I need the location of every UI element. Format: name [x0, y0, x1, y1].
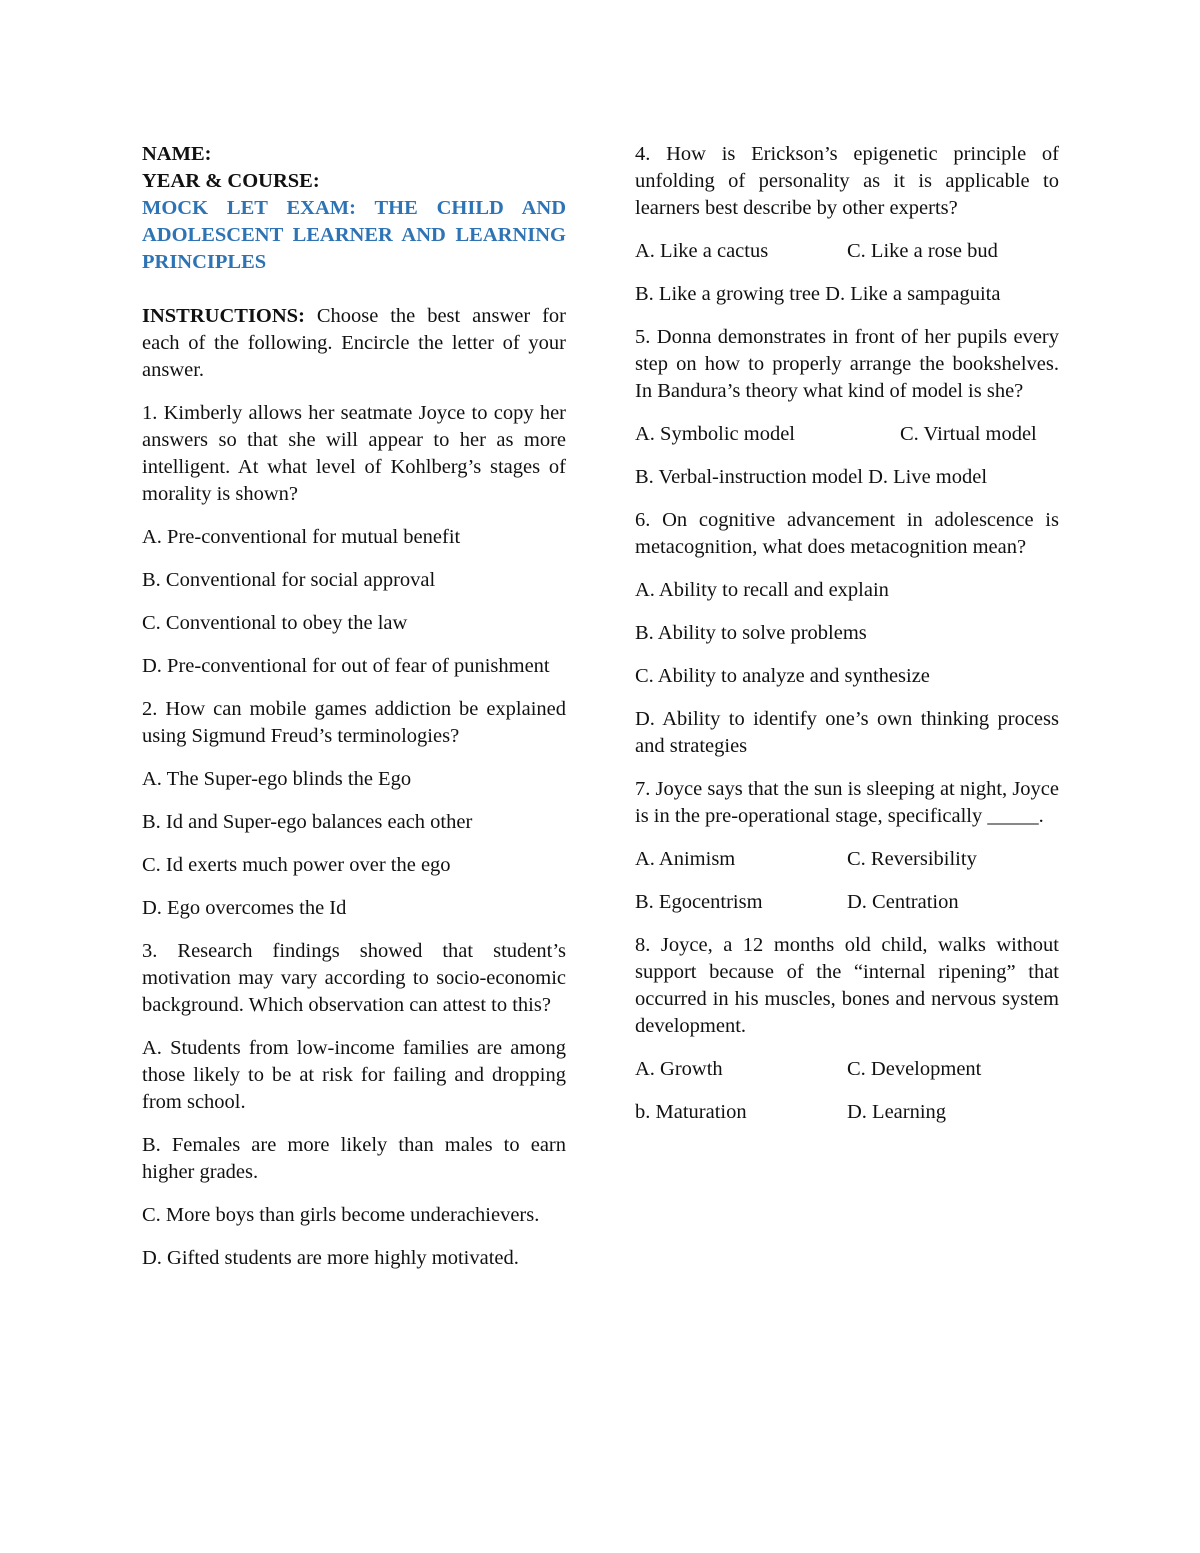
question-text: How can mobile games addiction be explained using Sigmund Freud’s terminologies? [142, 698, 567, 747]
question-text: Joyce says that the sun is sleeping at night, Joyce is in the pre-operational stage, specifically _____. [635, 778, 1060, 827]
options-row-5-1 [635, 421, 1059, 448]
option-8c[interactable]: C. Development [847, 1058, 982, 1080]
option-4a[interactable]: A. Like a cactus [635, 240, 769, 262]
instructions-text: Choose the best answer for each of the following. Encircle the letter of your answer. [142, 305, 566, 381]
instructions [142, 303, 566, 384]
option-6c[interactable]: C. Ability to analyze and synthesize [635, 665, 930, 687]
question-text: Joyce, a 12 months old child, walks without support because of the “internal ripening” that occurred in his muscles, bones and nervous system development. [635, 934, 1060, 1037]
option-2c[interactable]: C. Id exerts much power over the ego [142, 854, 451, 876]
question-6 [635, 507, 1059, 561]
option-2a[interactable]: A. The Super-ego blinds the Ego [142, 768, 412, 790]
options-row-8-2 [635, 1099, 1059, 1126]
question-3 [142, 938, 566, 1019]
option-2b[interactable]: B. Id and Super-ego balances each other [142, 811, 473, 833]
exam-title: MOCK LET EXAM: THE CHILD AND ADOLESCENT LEARNER AND LEARNING PRINCIPLES [142, 197, 566, 273]
question-text: Donna demonstrates in front of her pupils every step on how to properly arrange the bookshelves. In Bandura’s theory what kind of model is she? [635, 326, 1059, 402]
option-8d[interactable]: D. Learning [847, 1101, 947, 1123]
options-row-4-1 [635, 238, 1059, 265]
option-6a[interactable]: A. Ability to recall and explain [635, 579, 889, 601]
option-5d[interactable]: D. Live model [868, 466, 988, 488]
option-7c[interactable]: C. Reversibility [847, 848, 977, 870]
right-column [635, 141, 1059, 1142]
option-1b[interactable]: B. Conventional for social approval [142, 569, 436, 591]
option-4b[interactable]: B. Like a growing tree [635, 283, 821, 305]
question-4 [635, 141, 1059, 222]
question-7 [635, 776, 1059, 830]
question-8 [635, 932, 1059, 1040]
option-2d[interactable]: D. Ego overcomes the Id [142, 897, 347, 919]
option-3a[interactable]: A. Students from low-income families are among those likely to be at risk for failing and dropping from school. [142, 1037, 566, 1113]
options-row-4-2 [635, 281, 1059, 308]
option-5a[interactable]: A. Symbolic model [635, 423, 796, 445]
option-7b[interactable]: B. Egocentrism [635, 891, 763, 913]
question-1 [142, 400, 566, 508]
option-1c[interactable]: C. Conventional to obey the law [142, 612, 408, 634]
question-number: 6. [635, 509, 651, 531]
question-number: 8. [635, 934, 651, 956]
question-number: 5. [635, 326, 651, 348]
option-1a[interactable]: A. Pre-conventional for mutual benefit [142, 526, 461, 548]
option-3d[interactable]: D. Gifted students are more highly motivated. [142, 1247, 519, 1269]
question-5 [635, 324, 1059, 405]
question-text: Research findings showed that student’s motivation may vary according to socio-economic background. Which observation can attest to this? [142, 940, 566, 1016]
question-number: 1. [142, 402, 158, 424]
option-3c[interactable]: C. More boys than girls become underachievers. [142, 1204, 540, 1226]
option-3b[interactable]: B. Females are more likely than males to earn higher grades. [142, 1134, 566, 1183]
option-6d[interactable]: D. Ability to identify one’s own thinking process and strategies [635, 708, 1059, 757]
option-1d[interactable]: D. Pre-conventional for out of fear of punishment [142, 655, 550, 677]
option-5c[interactable]: C. Virtual model [900, 423, 1037, 445]
left-column [142, 141, 566, 1288]
option-8a[interactable]: A. Growth [635, 1058, 723, 1080]
question-text: On cognitive advancement in adolescence is metacognition, what does metacognition mean? [635, 509, 1059, 558]
options-row-7-2 [635, 889, 1059, 916]
option-4c[interactable]: C. Like a rose bud [847, 240, 998, 262]
question-number: 3. [142, 940, 158, 962]
option-7d[interactable]: D. Centration [847, 891, 959, 913]
options-row-5-2 [635, 464, 1059, 491]
options-row-8-1 [635, 1056, 1059, 1083]
option-8b[interactable]: b. Maturation [635, 1101, 747, 1123]
name-label: NAME: [142, 143, 212, 165]
question-number: 2. [142, 698, 158, 720]
instructions-label: INSTRUCTIONS: [142, 305, 305, 327]
question-number: 7. [635, 778, 651, 800]
option-5b[interactable]: B. Verbal-instruction model [635, 466, 863, 488]
option-6b[interactable]: B. Ability to solve problems [635, 622, 867, 644]
option-4d[interactable]: D. Like a sampaguita [825, 283, 1001, 305]
question-2 [142, 696, 566, 750]
option-7a[interactable]: A. Animism [635, 848, 736, 870]
year-course-label: YEAR & COURSE: [142, 170, 320, 192]
options-row-7-1 [635, 846, 1059, 873]
question-text: How is Erickson’s epigenetic principle of unfolding of personality as it is applicable to learners best describe by other experts? [635, 143, 1060, 219]
question-text: Kimberly allows her seatmate Joyce to copy her answers so that she will appear to her as more intelligent. At what level of Kohlberg’s stages of morality is shown? [142, 402, 566, 505]
question-number: 4. [635, 143, 651, 165]
